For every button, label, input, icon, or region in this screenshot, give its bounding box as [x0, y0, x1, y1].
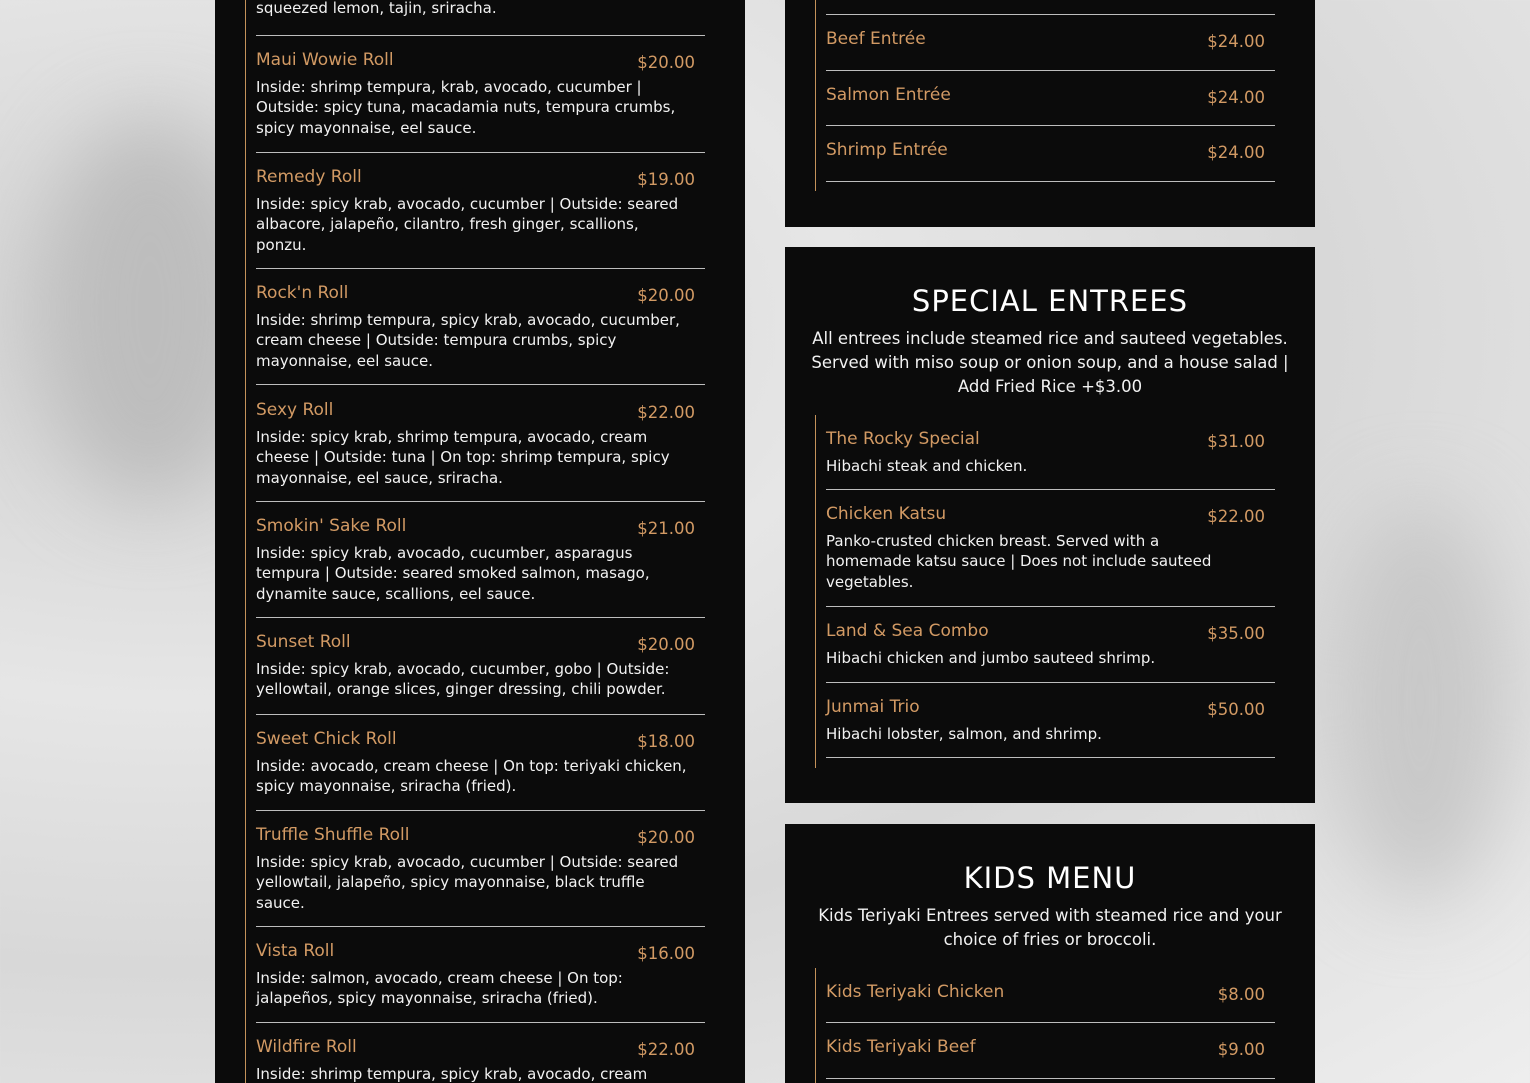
section-subtitle: All entrees include steamed rice and sauteed vegetables. Served with miso soup or onion soup, and a house salad | Add Fried Rice +$3.00 [811, 329, 1289, 396]
item-description: Panko-crusted chicken breast. Served with a homemade katsu sauce | Does not include sauteed vegetables. [826, 532, 1212, 591]
item-price: $22.00 [1207, 507, 1265, 526]
item-price: $22.00 [637, 403, 695, 422]
item-name: Junmai Trio [826, 697, 920, 717]
menu-item [256, 167, 705, 269]
entrees-panel [785, 0, 1315, 227]
rolls-panel [215, 0, 745, 1083]
item-price: $20.00 [637, 53, 695, 72]
item-price: $50.00 [1207, 700, 1265, 719]
item-name: The Rocky Special [826, 429, 980, 449]
item-description: Inside: shrimp tempura, krab, avocado, cucumber | Outside: spicy tuna, macadamia nuts, tempura crumbs, spicy mayonnaise, eel sauce. [256, 78, 676, 137]
menu-item [256, 283, 705, 385]
item-price: $18.00 [637, 732, 695, 751]
menu-item [256, 50, 705, 153]
menu-item [256, 400, 705, 502]
item-name: Remedy Roll [256, 167, 362, 187]
item-price: $8.00 [1217, 985, 1265, 1004]
menu-item [256, 1037, 705, 1083]
item-price: $31.00 [1207, 432, 1265, 451]
item-name: Smokin' Sake Roll [256, 516, 407, 536]
menu-item [826, 429, 1275, 490]
item-price: $21.00 [637, 519, 695, 538]
accent-rule [245, 0, 246, 1083]
accent-rule [815, 968, 816, 1083]
menu-item [256, 941, 705, 1023]
item-name: Kids Teriyaki Beef [826, 1037, 976, 1057]
item-name: Maui Wowie Roll [256, 50, 394, 70]
item-name: Vista Roll [256, 941, 335, 961]
menu-item [256, 632, 705, 715]
item-name: Shrimp Entrée [826, 140, 948, 160]
menu-item [256, 825, 705, 927]
menu-item [826, 1037, 1275, 1079]
divider [826, 14, 1275, 15]
item-description: Inside: salmon, avocado, cream cheese | On top: jalapeños, spicy mayonnaise, sriracha (fried). [256, 969, 623, 1008]
kids-menu-panel [785, 824, 1315, 1083]
item-name: Kids Teriyaki Chicken [826, 982, 1005, 1002]
item-description: Inside: shrimp tempura, spicy krab, avocado, cream [256, 1065, 648, 1083]
item-description: Inside: spicy krab, avocado, cucumber | Outside: seared albacore, jalapeño, cilantro, fresh ginger, scallions, ponzu. [256, 195, 679, 254]
menu-item [256, 729, 705, 811]
item-price: $24.00 [1207, 88, 1265, 107]
item-name: Salmon Entrée [826, 85, 951, 105]
item-name: Sunset Roll [256, 632, 351, 652]
item-price: $24.00 [1207, 143, 1265, 162]
item-name: Sexy Roll [256, 400, 334, 420]
menu-item-divider [256, 0, 705, 36]
section-title: KIDS MENU [963, 861, 1137, 895]
item-name: Chicken Katsu [826, 504, 947, 524]
menu-item [256, 516, 705, 618]
item-description: Inside: avocado, cream cheese | On top: teriyaki chicken, spicy mayonnaise, sriracha (fried). [256, 757, 687, 796]
item-name: Sweet Chick Roll [256, 729, 397, 749]
item-price: $24.00 [1207, 32, 1265, 51]
item-price: $19.00 [637, 170, 695, 189]
item-price: $35.00 [1207, 624, 1265, 643]
accent-rule [815, 0, 816, 191]
section-title: SPECIAL ENTREES [911, 284, 1189, 318]
item-description: Hibachi chicken and jumbo sauteed shrimp. [826, 649, 1156, 667]
item-description: Inside: spicy krab, avocado, cucumber, asparagus tempura | Outside: seared smoked salmon, masago, dynamite sauce, scallions, eel sauce. [256, 544, 650, 603]
menu-item [826, 29, 1275, 71]
item-price: $9.00 [1217, 1040, 1265, 1059]
item-name: Land & Sea Combo [826, 621, 989, 641]
menu-item [826, 982, 1275, 1023]
menu-item [826, 697, 1275, 758]
section-subtitle: Kids Teriyaki Entrees served with steamed rice and your choice of fries or broccoli. [818, 906, 1282, 949]
item-description: Inside: shrimp tempura, spicy krab, avocado, cucumber, cream cheese | Outside: tempura crumbs, spicy mayonnaise, eel sauce. [256, 311, 680, 370]
menu-item [826, 85, 1275, 126]
item-name: Rock'n Roll [256, 283, 349, 303]
accent-rule [815, 415, 816, 768]
item-description: Hibachi lobster, salmon, and shrimp. [826, 725, 1102, 743]
item-description: Inside: spicy krab, avocado, cucumber, gobo | Outside: yellowtail, orange slices, ginger dressing, chili powder. [256, 660, 670, 699]
menu-item [826, 140, 1275, 182]
background-shade [1330, 500, 1510, 900]
item-price: $22.00 [637, 1040, 695, 1059]
item-description: Inside: spicy krab, shrimp tempura, avocado, cream cheese | Outside: tuna | On top: shrimp tempura, spicy mayonnaise, eel sauce, sriracha. [256, 428, 670, 487]
item-description: Inside: spicy krab, avocado, cucumber | Outside: seared yellowtail, jalapeño, spicy mayonnaise, black truffle sauce. [256, 853, 679, 912]
item-name: Wildfire Roll [256, 1037, 357, 1057]
item-description: Hibachi steak and chicken. [826, 457, 1028, 475]
item-name: Truffle Shuffle Roll [256, 825, 410, 845]
item-price: $20.00 [637, 635, 695, 654]
special-entrees-panel [785, 247, 1315, 803]
item-price: $20.00 [637, 828, 695, 847]
item-name: Beef Entrée [826, 29, 926, 49]
item-price: $20.00 [637, 286, 695, 305]
item-price: $16.00 [637, 944, 695, 963]
menu-item [826, 504, 1275, 607]
item-description: squeezed lemon, tajin, sriracha. [256, 0, 497, 17]
menu-item [826, 621, 1275, 683]
